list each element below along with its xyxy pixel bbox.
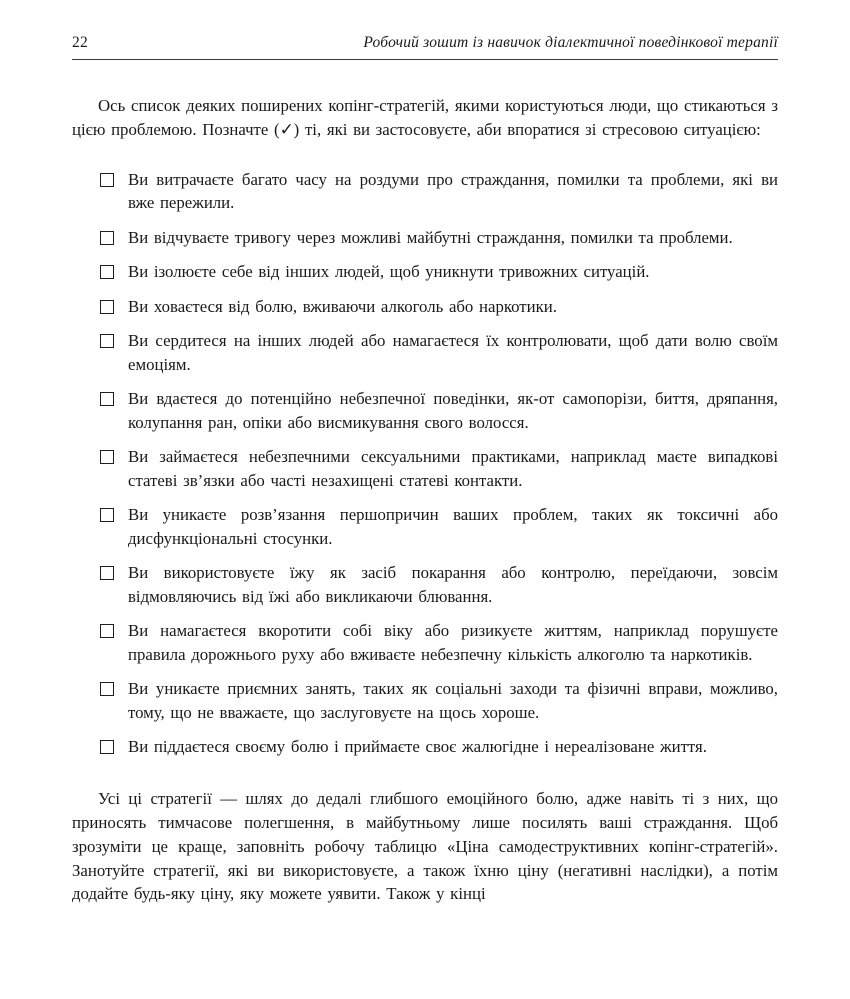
checklist-item-text: Ви відчуваєте тривогу через можливі майбутні страждання, помилки та проблеми. [128,227,733,247]
running-header [72,34,778,60]
page-body [72,94,778,906]
running-title: Робочий зошит із навичок діалектичної поведінкової терапії [363,34,778,51]
checkbox[interactable] [100,682,114,696]
checkbox[interactable] [100,334,114,348]
checkbox[interactable] [100,265,114,279]
checklist-item-text: Ви витрачаєте багато часу на роздуми про страждання, помилки та проблеми, які ви вже пережили. [128,169,778,213]
page-number: 22 [72,34,89,51]
checklist-item-text: Ви піддаєтеся своєму болю і приймаєте своє жалюгідне і нереалізоване життя. [128,737,707,757]
checkbox[interactable] [100,231,114,245]
checklist-item [100,168,778,215]
checkbox[interactable] [100,450,114,464]
checklist-item [100,503,778,550]
checklist-item-text: Ви уникаєте розв’язання першопричин ваших проблем, таких як токсичні або дисфункціональні стосунки. [128,505,778,548]
checklist-item-text: Ви використовуєте їжу як засіб покарання або контролю, переїдаючи, зовсім відмовляючись від їжі або викликаючи блювання. [128,563,778,606]
checkbox[interactable] [100,740,114,754]
checklist-item-text: Ви вдаєтеся до потенційно небезпечної поведінки, як-от самопорізи, биття, дряпання, колупання ран, опіки або висмикування свого волосся. [128,389,778,432]
checklist-item [100,329,778,376]
checklist-item [100,295,778,319]
checkbox[interactable] [100,300,114,314]
checklist-item-text: Ви сердитеся на інших людей або намагаєтеся їх контролювати, щоб дати волю своїм емоціям. [128,331,778,374]
checklist-item-text: Ви ізолюєте себе від інших людей, щоб уникнути тривожних ситуацій. [128,262,650,282]
checklist-item [100,445,778,492]
coping-strategies-checklist [72,168,778,759]
checklist-item [100,387,778,434]
checklist-item [100,677,778,724]
checklist-item [100,226,778,250]
checklist-item-text: Ви намагаєтеся вкоротити собі віку або ризикуєте життям, наприклад порушуєте правила дорожнього руху або вживаєте небезпечну кількість алкоголю та наркотиків. [128,621,778,664]
checkbox[interactable] [100,566,114,580]
checklist-item [100,561,778,608]
checklist-item-text: Ви уникаєте приємних занять, таких як соціальні заходи та фізичні вправи, можливо, тому, що не вважаєте, що заслуговуєте на щось хороше. [128,679,778,722]
checklist-item-text: Ви займаєтеся небезпечними сексуальними практиками, наприклад маєте випадкові статеві зв’язки або часті незахищені статеві контакти. [128,447,778,490]
checklist-item [100,260,778,284]
checkbox[interactable] [100,624,114,638]
checkbox[interactable] [100,508,114,522]
checklist-item [100,619,778,666]
closing-paragraph: Усі ці стратегії — шлях до дедалі глибшого емоційного болю, адже навіть ті з них, що приносять тимчасове полегшення, в майбутньому лише посилять ваші страждання. Щоб зрозуміти це краще, заповніть робочу таблицю «Ціна самодеструктивних копінг-стратегій». Занотуйте стратегії, які ви використовуєте, а також їхню ціну (негативні наслідки), а потім додайте будь-яку ціну, яку можете уявити. Також у кінці [72,789,778,904]
checkbox[interactable] [100,173,114,187]
checkbox[interactable] [100,392,114,406]
checklist-item [100,735,778,759]
checklist-item-text: Ви ховаєтеся від болю, вживаючи алкоголь або наркотики. [128,296,557,316]
intro-paragraph: Ось список деяких поширених копінг-стратегій, якими користуються люди, що стикаються з цією проблемою. Позначте (✓) ті, які ви застосовуєте, аби впоратися зі стресовою ситуацією: [72,96,778,139]
